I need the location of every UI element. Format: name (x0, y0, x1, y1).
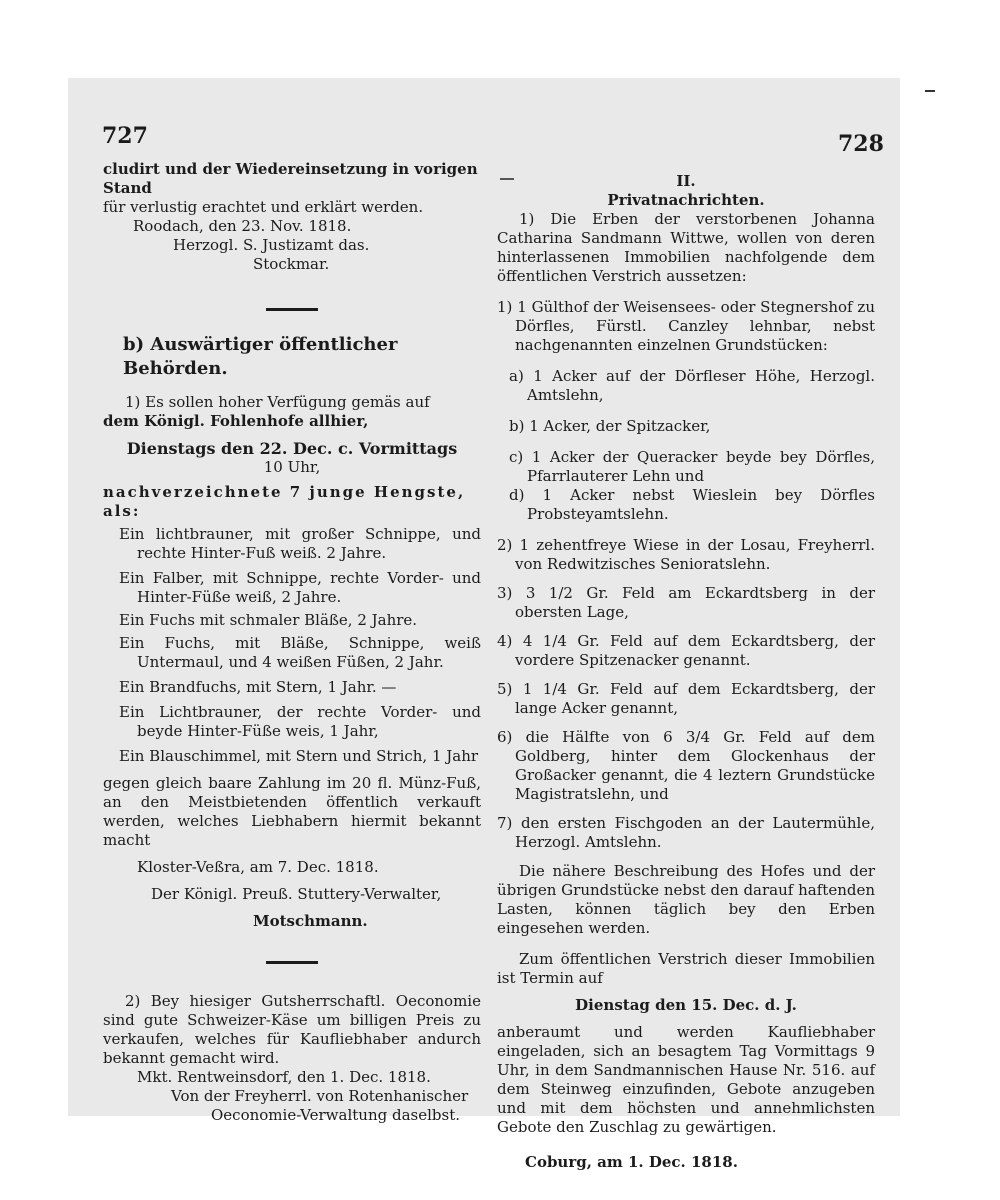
notice-1-place-date: Kloster-Veßra, am 7. Dec. 1818. (137, 858, 379, 876)
heirs-intro: 1) Die Erben der verstorbenen Johanna Catharina Sandmann Wittwe, wollen von deren hinterlassenen Immobilien nachfolgende dem öffentlichen Verstrich aussetzen: (497, 210, 875, 285)
description-paragraph: Die nähere Beschreibung des Hofes und der übrigen Grundstücke nebst den darauf haftenden Lasten, können täglich bey den Erben eingesehen werden. (497, 862, 875, 937)
right-column (497, 172, 875, 1172)
property-item: 1) 1 Gülthof der Weisensees- oder Stegnershof zu Dörfles, Fürstl. Canzley lehnbar, nebst nachgenannten einzelnen Grundstücken: (497, 298, 875, 354)
auction-term-lead: Zum öffentlichen Verstrich dieser Immobilien ist Termin auf (497, 950, 875, 987)
auction-terms: anberaumt und werden Kaufliebhaber eingeladen, sich an besagtem Tag Vormittags 9 Uhr, in dem Sandmannischen Hause Nr. 516. auf dem Steinweg einzufinden, Gebote anzugeben und mit dem höchsten und annehmlichsten Gebote den Zuschlag zu gewärtigen. (497, 1023, 875, 1136)
notice-1-office: Der Königl. Preuß. Stuttery-Verwalter, (151, 885, 442, 903)
court-notice-place-date: Roodach, den 23. Nov. 1818. (133, 217, 352, 235)
notice-2-body: 2) Bey hiesiger Gutsherrschaftl. Oeconomie sind gute Schweizer-Käse um billigen Preis zu verkaufen, welches für Kaufliebhaber andurch bekannt gemacht wird. (103, 992, 481, 1067)
sub-item: d) 1 Acker nebst Wieslein bey Dörfles Probsteyamtslehn. (509, 486, 875, 523)
horse-item: Ein lichtbrauner, mit großer Schnippe, und rechte Hinter-Fuß weiß. 2 Jahre. (119, 525, 481, 562)
page-number-right: 728 (838, 131, 884, 157)
left-column (103, 160, 481, 1125)
property-item: 5) 1 1/4 Gr. Feld auf dem Eckardtsberg, der lange Acker genannt, (497, 680, 875, 717)
notice-1-terms: gegen gleich baare Zahlung im 20 fl. Münz-Fuß, an den Meistbietenden öffentlich verkauft werden, welches Liebhabern hiermit bekannt macht (103, 774, 481, 849)
section-heading-foreign-authorities: b) Auswärtiger öffentlicher Behörden. (123, 334, 398, 379)
property-item: 4) 4 1/4 Gr. Feld auf dem Eckardtsberg, der vordere Spitzenacker genannt. (497, 632, 875, 669)
court-notice-line-2: für verlustig erachtet und erklärt werden. (103, 198, 424, 216)
notice-1-line-1: 1) Es sollen hoher Verfügung gemäs auf (125, 393, 430, 411)
page-number-left: 727 (102, 123, 148, 149)
horse-item: Ein Falber, mit Schnippe, rechte Vorder- und Hinter-Füße weiß, 2 Jahre. (119, 569, 481, 606)
notice-2-office-line-1: Von der Freyherrl. von Rotenhanischer (171, 1087, 469, 1105)
horse-item: Ein Fuchs mit schmaler Bläße, 2 Jahre. (119, 611, 418, 629)
horse-item: Ein Blauschimmel, mit Stern und Strich, 1 Jahr (119, 747, 479, 765)
section-number: II. (676, 172, 696, 190)
notice-1-signature: Motschmann. (253, 912, 368, 930)
horse-item: Ein Lichtbrauner, der rechte Vorder- und beyde Hinter-Füße weis, 1 Jahr, (119, 703, 481, 740)
edge-mark (925, 90, 935, 92)
notice-1-date: Dienstags den 22. Dec. c. Vormittags (126, 439, 458, 458)
property-item: 3) 3 1/2 Gr. Feld am Eckardtsberg in der obersten Lage, (497, 584, 875, 621)
horse-item: Ein Brandfuchs, mit Stern, 1 Jahr. — (119, 678, 397, 696)
notice-1-line-2: dem Königl. Fohlenhofe allhier, (103, 412, 369, 430)
notice-1-time: 10 Uhr, (263, 458, 321, 476)
sub-item: c) 1 Acker der Queracker beyde bey Dörfles, Pfarrlauterer Lehn und (509, 448, 875, 485)
auction-date: Dienstag den 15. Dec. d. J. (575, 996, 797, 1014)
court-notice-line-1: cludirt und der Wiedereinsetzung in vorigen Stand (103, 160, 478, 197)
property-item: 6) die Hälfte von 6 3/4 Gr. Feld auf dem Goldberg, hinter dem Glockenhaus der Großacker genannt, die 4 leztern Grundstücke Magistratslehn, und (497, 728, 875, 803)
horse-item: Ein Fuchs, mit Bläße, Schnippe, weiß Untermaul, und 4 weißen Füßen, 2 Jahr. (119, 634, 481, 671)
court-notice-signature: Stockmar. (253, 255, 330, 273)
closing-place-date: Coburg, am 1. Dec. 1818. (525, 1153, 738, 1171)
property-item: 7) den ersten Fischgoden an der Lautermühle, Herzogl. Amtslehn. (497, 814, 875, 851)
court-notice-office: Herzogl. S. Justizamt das. (173, 236, 370, 254)
property-item: 2) 1 zehentfreye Wiese in der Losau, Freyherrl. von Redwitzisches Senioratslehn. (497, 536, 875, 573)
notice-2-place-date: Mkt. Rentweinsdorf, den 1. Dec. 1818. (137, 1068, 431, 1086)
notice-2-office-line-2: Oeconomie-Verwaltung daselbst. (211, 1106, 460, 1124)
private-news-heading: Privatnachrichten. (607, 191, 765, 209)
notice-1-lead: nachverzeichnete 7 junge Hengste, als: (103, 483, 466, 520)
sub-item: a) 1 Acker auf der Dörfleser Höhe, Herzogl. Amtslehn, (509, 367, 875, 404)
sub-item: b) 1 Acker, der Spitzacker, (509, 417, 711, 435)
